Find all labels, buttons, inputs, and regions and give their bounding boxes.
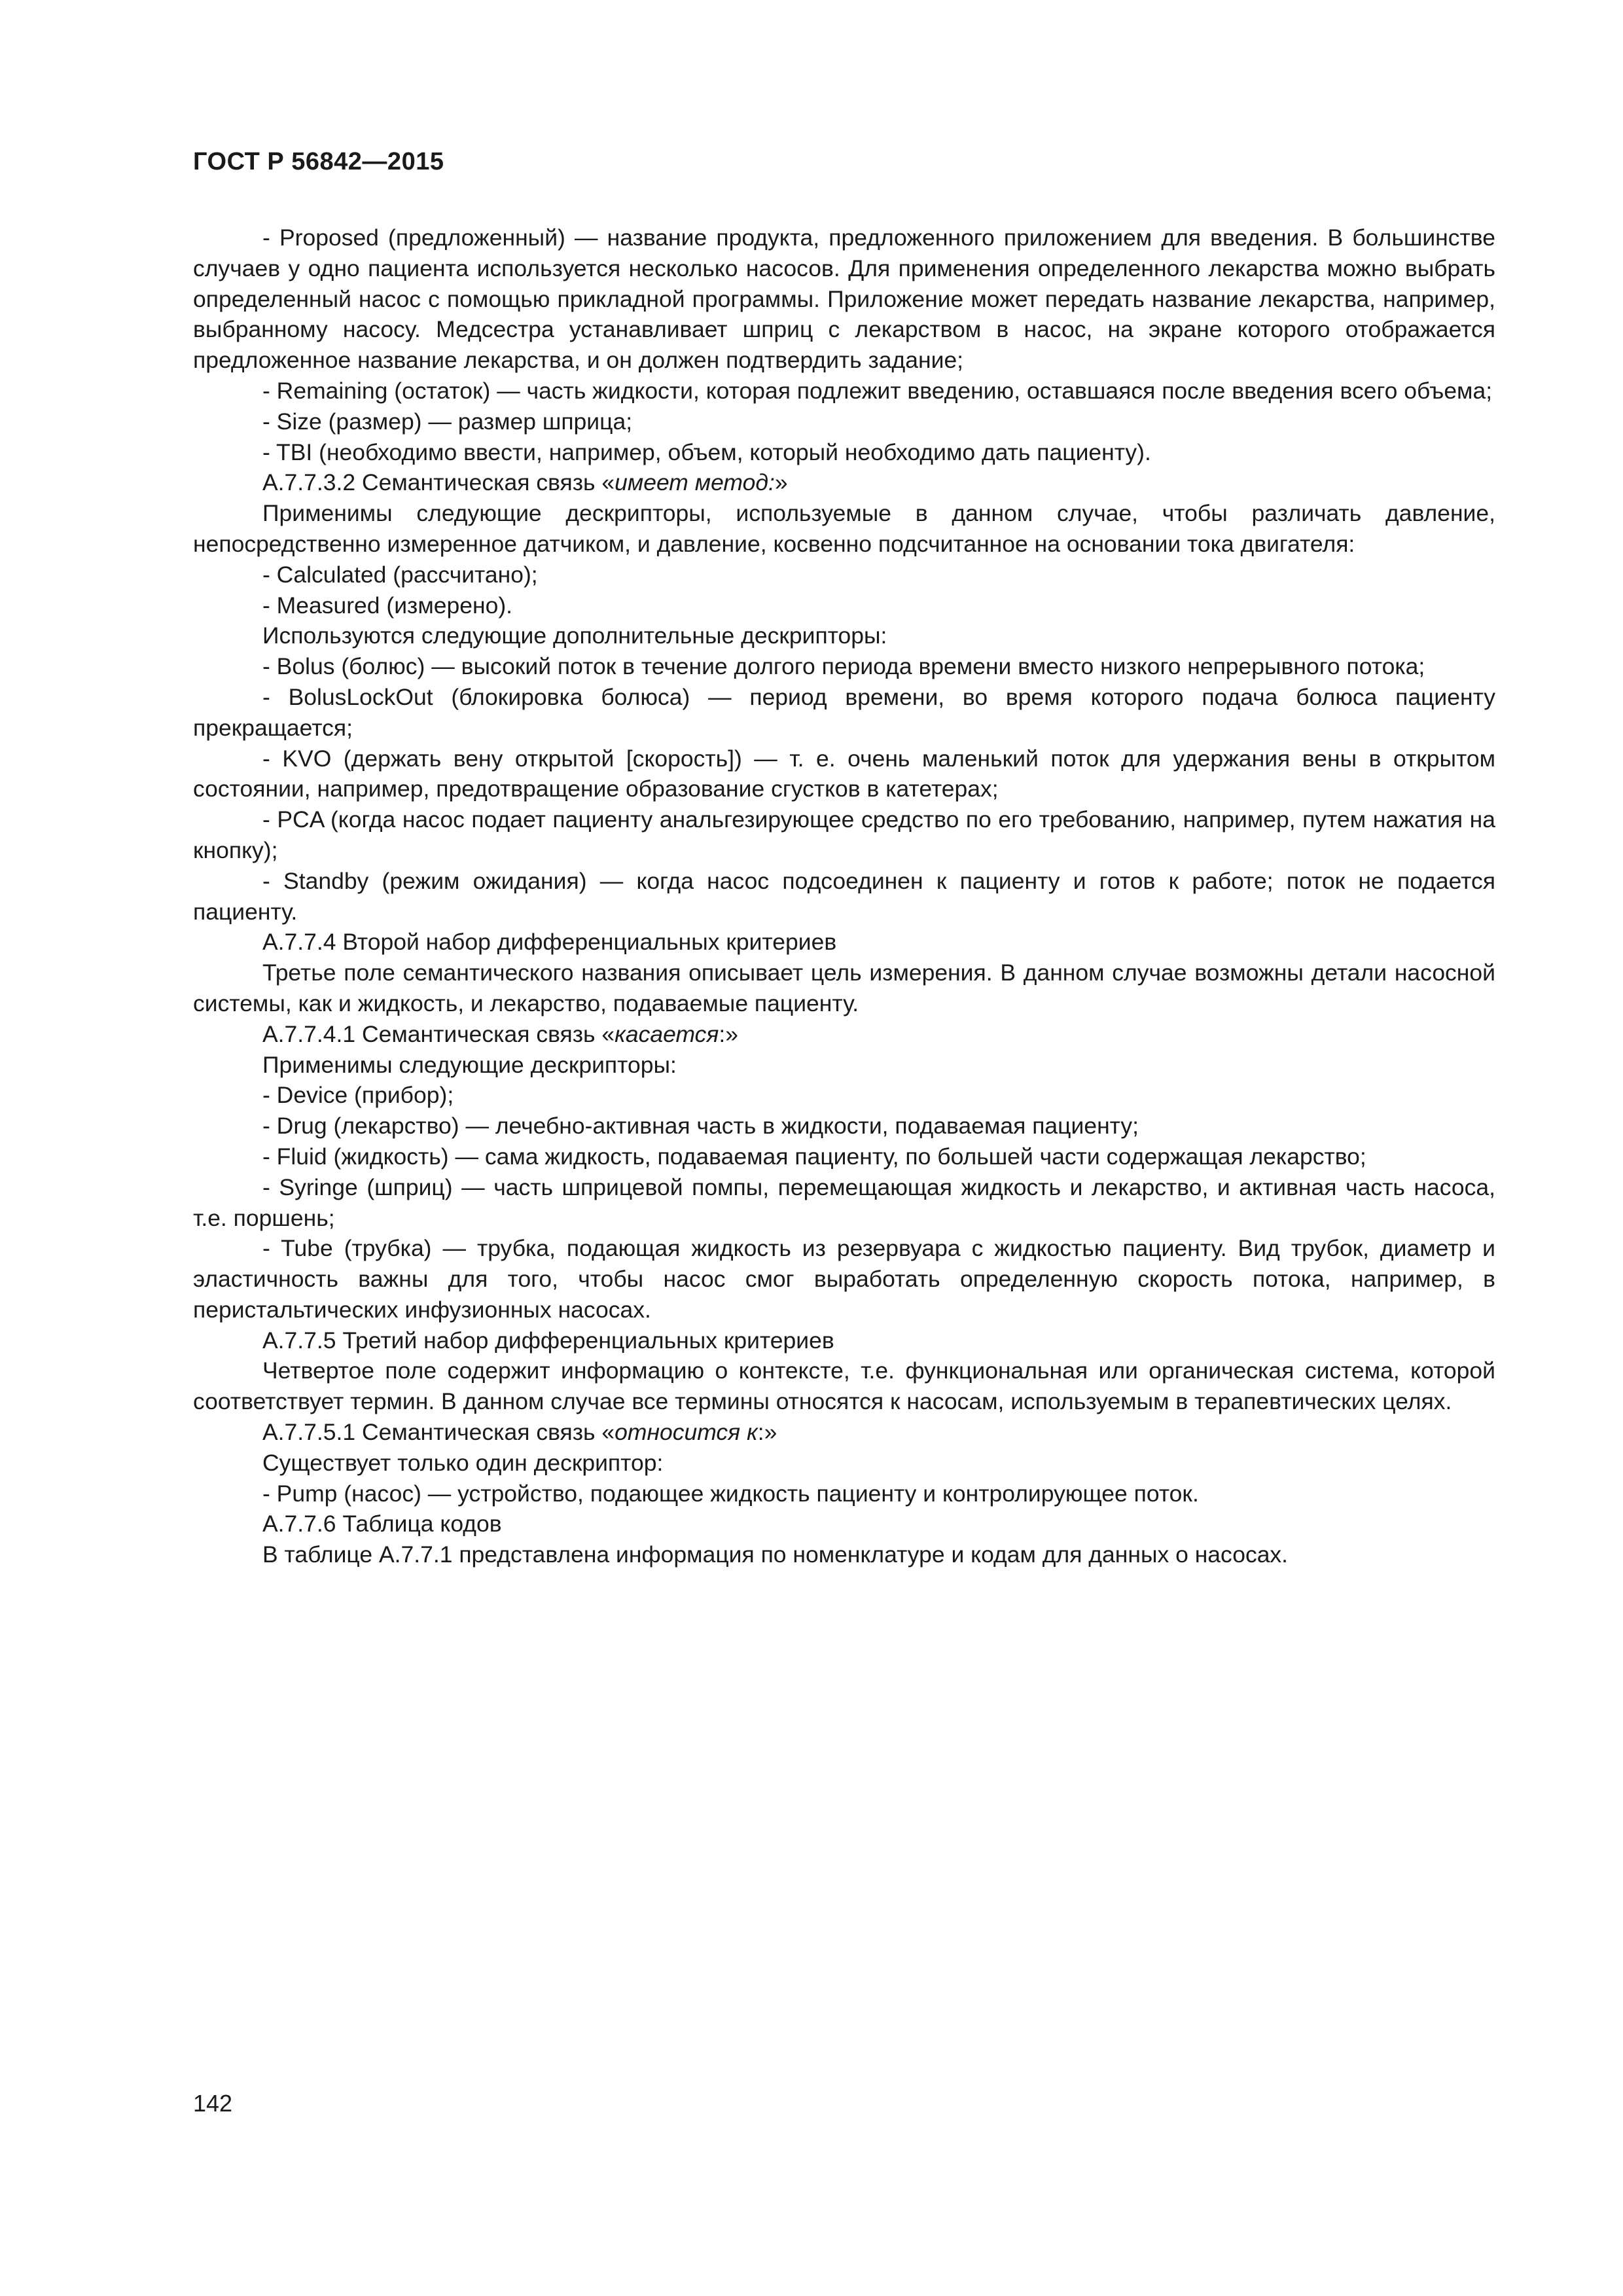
paragraph: - Proposed (предложенный) — название продукта, предложенного приложением для введения. В большинстве случаев у одно пациента используется несколько насосов. Для применения определенного лекарства можно выбрать определенный насос с помощью прикладной программы. Приложение может передать название лекарства, например, выбранному насосу. Медсестра устанавливает шприц с лекарством в насос, на экране которого отображается предложенное название лекарства, и он должен подтвердить задание; <box>193 224 1495 374</box>
heading-text-end: :» <box>719 1020 738 1047</box>
heading-text: А.7.7.4.1 Семантическая связь « <box>262 1020 615 1047</box>
paragraph: - BolusLockOut (блокировка болюса) — период времени, во время которого подача болюса пациенту прекращается; <box>193 683 1495 741</box>
paragraph: - Tube (трубка) — трубка, подающая жидкость из резервуара с жидкостью пациенту. Вид трубок, диаметр и эластичность важны для того, чтобы насос смог выработать определенную скорость потока, например, в перистальтических инфузионных насосах. <box>193 1235 1495 1323</box>
paragraph: - Pump (насос) — устройство, подающее жидкость пациенту и контролирующее поток. <box>262 1480 1199 1507</box>
document-header: ГОСТ Р 56842—2015 <box>193 148 444 175</box>
paragraph: - Fluid (жидкость) — сама жидкость, подаваемая пациенту, по большей части содержащая лекарство; <box>262 1143 1366 1170</box>
heading-text: А.7.7.3.2 Семантическая связь « <box>262 469 615 496</box>
paragraph: Четвертое поле содержит информацию о контексте, т.е. функциональная или органическая система, которой соответствует термин. В данном случае все термины относятся к насосам, используемым в терапевтических целях. <box>193 1357 1495 1415</box>
paragraph: Применимы следующие дескрипторы: <box>262 1051 677 1078</box>
heading-text: А.7.7.5.1 Семантическая связь « <box>262 1419 615 1446</box>
paragraph: Используются следующие дополнительные дескрипторы: <box>262 622 887 649</box>
paragraph: - TBI (необходимо ввести, например, объем, который необходимо дать пациенту). <box>262 439 1151 465</box>
section-heading: А.7.7.6 Таблица кодов <box>262 1511 502 1537</box>
page-number: 142 <box>193 2090 233 2117</box>
section-heading: А.7.7.4 Второй набор дифференциальных критериев <box>262 929 837 956</box>
heading-emphasis: относится к <box>615 1419 758 1446</box>
paragraph: Существует только один дескриптор: <box>262 1449 664 1476</box>
section-heading <box>193 1417 1495 1448</box>
paragraph: Применимы следующие дескрипторы, используемые в данном случае, чтобы различать давление, непосредственно измеренное датчиком, и давление, косвенно подсчитанное на основании тока двигателя: <box>193 500 1495 557</box>
document-body <box>193 223 1495 1570</box>
paragraph: Третье поле семантического названия описывает цель измерения. В данном случае возможны детали насосной системы, как и жидкость, и лекарство, подаваемые пациенту. <box>193 960 1495 1016</box>
paragraph: В таблице А.7.7.1 представлена информация по номенклатуре и кодам для данных о насосах. <box>262 1541 1289 1568</box>
paragraph: - Size (размер) — размер шприца; <box>262 408 633 435</box>
heading-emphasis: имеет метод: <box>615 469 775 496</box>
paragraph: - KVO (держать вену открытой [скорость]) — т. е. очень маленький поток для удержания вены в открытом состоянии, например, предотвращение образование сгустков в катетерах; <box>193 745 1495 802</box>
heading-text-end: » <box>774 469 788 496</box>
heading-text-end: :» <box>757 1419 777 1446</box>
paragraph: - Measured (измерено). <box>262 592 513 619</box>
paragraph: - PCA (когда насос подает пациенту анальгезирующее средство по его требованию, например, путем нажатия на кнопку); <box>193 806 1495 863</box>
section-heading <box>193 1019 1495 1050</box>
paragraph: - Bolus (болюс) — высокий поток в течение долгого периода времени вместо низкого непрерывного потока; <box>262 653 1425 680</box>
paragraph: - Drug (лекарство) — лечебно-активная часть в жидкости, подаваемая пациенту; <box>262 1113 1139 1139</box>
paragraph: - Standby (режим ожидания) — когда насос подсоединен к пациенту и готов к работе; поток не подается пациенту. <box>193 867 1495 925</box>
paragraph: - Remaining (остаток) — часть жидкости, которая подлежит введению, оставшаяся после введения всего объема; <box>262 377 1493 404</box>
paragraph: - Device (прибор); <box>262 1082 454 1109</box>
section-heading: А.7.7.5 Третий набор дифференциальных критериев <box>262 1327 834 1354</box>
section-heading <box>193 467 1495 498</box>
heading-emphasis: касается <box>615 1020 719 1047</box>
paragraph: - Syringe (шприц) — часть шприцевой помпы, перемещающая жидкость и лекарство, и активная часть насоса, т.е. поршень; <box>193 1174 1495 1231</box>
paragraph: - Calculated (рассчитано); <box>262 561 538 588</box>
